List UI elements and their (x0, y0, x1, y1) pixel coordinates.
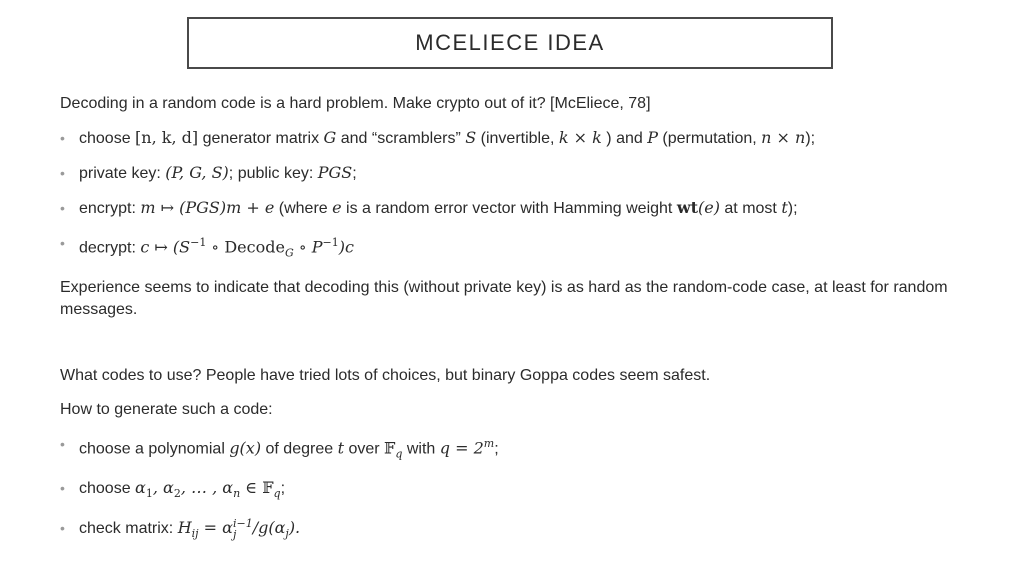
text: ) and (601, 130, 648, 147)
bullet-polynomial (60, 433, 990, 466)
text: private key: (79, 165, 166, 182)
math-c: )c (338, 237, 354, 257)
math-G: G (323, 128, 337, 147)
goppa-bullets (60, 433, 990, 546)
math-sub: j (285, 527, 289, 541)
math-sub: 2 (173, 487, 181, 501)
text: check matrix: (79, 520, 178, 538)
bullet-alphas (60, 477, 990, 505)
math-H: H (177, 518, 192, 538)
text: ); (787, 200, 798, 217)
bullet-check-matrix (60, 517, 990, 545)
math-P: P (647, 128, 658, 147)
slide-title: MCELIECE IDEA (415, 30, 605, 55)
text: encrypt: (79, 200, 141, 217)
text: choose a polynomial (79, 439, 230, 457)
math-alpha: , α (152, 478, 174, 498)
text: generator matrix (198, 130, 324, 147)
text: with (402, 439, 440, 457)
text: choose (79, 130, 136, 147)
how-to-paragraph: How to generate such a code: (60, 400, 273, 418)
text: ; public key: (228, 165, 318, 182)
math-sub: j (232, 527, 237, 541)
math-e: e (332, 198, 342, 217)
text: ; (352, 165, 357, 182)
intro-paragraph: Decoding in a random code is a hard problem. Make crypto out of it? [McEliece, 78] (60, 95, 651, 112)
math-q-eq: q = 2 (439, 437, 484, 457)
text: at most (719, 200, 782, 217)
math-decode: Decode (224, 237, 285, 257)
math-sub: q (395, 447, 403, 461)
text: is a random error vector with Hamming weight (341, 200, 677, 217)
math-close: ). (288, 518, 301, 538)
scheme-bullets (60, 127, 990, 265)
math-field: 𝔽 (262, 478, 274, 498)
math-public-key: PGS (317, 163, 353, 182)
math-wt-arg: (e) (698, 198, 720, 217)
math-supsub (233, 518, 253, 540)
text: over (344, 439, 385, 457)
math-private-key: (P, G, S) (165, 163, 229, 182)
bullet-choose (60, 127, 990, 150)
experience-paragraph: Experience seems to indicate that decoding this (without private key) is as hard as the random-code case, at least for random messages. (60, 278, 948, 318)
math-P-inv: ∘ P (293, 237, 323, 257)
math-alpha: = α (198, 518, 233, 538)
bullet-decrypt (60, 232, 990, 265)
math-ntuple: [n, k, d] (135, 128, 199, 147)
math-sub: q (273, 487, 281, 501)
math-alpha: α (135, 478, 146, 498)
text: ; (494, 439, 499, 457)
math-sup: −1 (322, 236, 339, 249)
text: choose (79, 480, 136, 498)
math-nxn: n × n (761, 128, 806, 147)
math-encrypt: m ↦ (PGS)m + e (140, 198, 275, 217)
slide-body (60, 93, 990, 545)
math-gx: g(x) (229, 437, 262, 457)
math-sup: i−1 (232, 516, 253, 530)
math-S: S (465, 128, 477, 147)
text: ); (805, 130, 816, 147)
math-sub: G (284, 246, 294, 260)
text: and “scramblers” (336, 130, 466, 147)
math-sup: m (483, 436, 495, 450)
question-paragraph: What codes to use? People have tried lots of choices, but binary Goppa codes seem safest. (60, 366, 711, 384)
math-t: t (337, 437, 344, 457)
text: (permutation, (657, 130, 762, 147)
math-sup: −1 (190, 236, 207, 249)
math-alpha: , … , α (180, 478, 234, 498)
math-sub: n (233, 487, 241, 501)
slide-title-box (187, 17, 833, 69)
math-in: ∈ (240, 478, 263, 498)
math-wt: wt (676, 198, 698, 217)
text: (where (274, 200, 333, 217)
math-t: t (781, 198, 788, 217)
math-sub: ij (191, 527, 199, 541)
math-decrypt: c ↦ (S (140, 237, 191, 257)
bullet-private-key (60, 162, 990, 185)
math-compose: ∘ (206, 237, 225, 257)
math-field: 𝔽 (384, 437, 396, 457)
math-kxk: k × k (558, 128, 602, 147)
text: (invertible, (476, 130, 559, 147)
text: ; (280, 480, 286, 498)
bullet-encrypt (60, 197, 990, 220)
math-div-g: /g(α (252, 518, 286, 538)
text: decrypt: (79, 239, 141, 257)
text: of degree (261, 439, 338, 457)
math-sub: 1 (145, 487, 153, 501)
